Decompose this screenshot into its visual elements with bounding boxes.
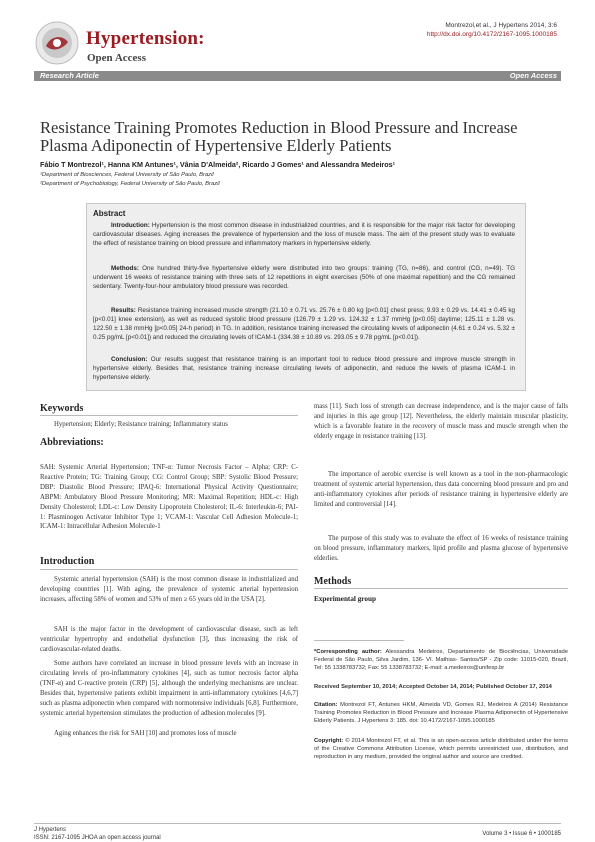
- abstract-results-text: Resistance training increased muscle strength (21.10 ± 0.71 vs. 25.76 ± 0.80 kg [p<0.01] chest press; 9.93 ± 0.29 vs. 14.41 ± 0.45 kg [p<0.01] knee extension), as well as reduced systolic blood pressure (126.79 ± 1.29 vs. 124.32 ± 1.37 mmHg [p<0.05] daytime; 125.11 ± 1.28 vs. 122.50 ± 1.38 mmHg [p<0.05] 24-h period) in TG. In addition, resistance training increased the circulating levels of adiponectin (4.61 ± 0.24 vs. 5.32 ± 0.25 pg/mL [p<0.01]) and reduced the circulating levels of ICAM-1 (334.38 ± 10.89 vs. 293.05 ± 9.78 pg/mL [p<0.01]).: [93, 307, 515, 341]
- abbreviations-text: SAH: Systemic Arterial Hypertension; TNF-α: Tumor Necrosis Factor – Alpha; CRP: C-Reactive Protein; TG: Training Group; CG: Control Group; SBP: Systolic Blood Pressure; DBP: Diastolic Blood Pressure; IPAQ-6: International Physical Activity Questionnaire; ABPM: Ambulatory Blood Pressure Monitoring; MR: Maximal Repetition; HDL-c: High Density Cholesterol; LDL-c: Low Density Lipoprotein Cholesterol; IL-6: Interleukin-6; PAI-1: Plasminogen Activator Inhibitor Type 1; VCAM-1: Vascular Cell Adhesion Molecule-1; ICAM-1: Intracellular Adhesion Molecule-1: [40, 464, 298, 531]
- footer-issn: ISSN: 2167-1095 JHOA an open access journal: [34, 835, 161, 841]
- author-list: Fábio T Montrezol¹, Hanna KM Antunes¹, Vânia D'Almeida², Ricardo J Gomes¹ and Alessandra Medeiros¹: [40, 160, 396, 169]
- article-type-label: Research Article: [40, 71, 99, 80]
- citation-text: Montrezol FT, Antunes HKM, Almeida VD, Gomes RJ, Medeiros A (2014) Resistance Training Promotes Reduction in Blood Pressure and Increase Plasma Adiponectin of Hypertensive Elderly Patients. J Hypertens 3: 185. doi: 10.4172/2167-1095.1000185: [314, 702, 568, 725]
- abstract-methods-label: Methods:: [111, 265, 139, 272]
- copyright-note: [314, 737, 568, 761]
- introduction-paragraph: Some authors have correlated an increase in blood pressure levels with an increase in circulating levels of pro-inflammatory cytokines [4], such as tumor necrosis factor alpha (TNF-α) and C-reactive protein (CRP) [5], although the underlying mechanisms are unclear. Besides that, hypertensive patients exhibit impairment in anti-inflammatory cytokines [4,6,7] such as plasma adiponectin when compared with normotensive individuals [6,8]. Furthermore, systemic arterial hypertension stimulates the production of adhesion molecules [9].: [40, 660, 298, 717]
- introduction-paragraph: SAH is the major factor in the development of cardiovascular disease, such as left ventricular hypertrophy and endothelial dysfunction [3], thus increasing the risk of cardiovascular-related deaths.: [40, 626, 298, 653]
- abstract-heading: Abstract: [93, 209, 126, 218]
- body-paragraph: The purpose of this study was to evaluate the effect of 16 weeks of resistance training on blood pressure, inflammatory markers, lipid profile and plasma glucose of hypertensive elderlies.: [314, 535, 568, 562]
- journal-logo: [34, 20, 80, 66]
- experimental-group-heading: Experimental group: [314, 595, 376, 603]
- corresponding-author-text: Alessandra Medeiros, Departamento de Biociências, Universidade Federal de São Paulo, Silva Jardim, 136- VI. Mathias- Santos/SP - Zip code: 11015-020, Brazil, Tel: 55 1338783732; Fax: 55 1338783732; E-mail: a.medeiros@unifesp.br: [314, 649, 568, 672]
- introduction-heading: Introduction: [40, 556, 95, 567]
- abstract-introduction: [93, 222, 515, 249]
- abstract-results-label: Results:: [111, 307, 136, 314]
- abstract-methods: [93, 265, 515, 292]
- methods-heading: Methods: [314, 576, 352, 587]
- section-divider: [314, 588, 568, 589]
- journal-subtitle: Open Access: [87, 52, 146, 64]
- introduction-paragraph: Aging enhances the risk for SAH [10] and promotes loss of muscle: [54, 730, 237, 737]
- abstract-conclusion: [93, 356, 515, 383]
- citation-note: [314, 701, 568, 725]
- footnote-divider: [314, 640, 404, 641]
- keywords-heading: Keywords: [40, 403, 84, 414]
- publication-dates: Received September 10, 2014; Accepted October 14, 2014; Published October 17, 2014: [314, 684, 552, 690]
- abstract-conclusion-label: Conclusion:: [111, 356, 148, 363]
- section-divider: [40, 569, 298, 570]
- article-type-bar: [34, 71, 561, 81]
- citation-label: Citation:: [314, 702, 338, 708]
- abstract-results: [93, 307, 515, 343]
- corresponding-author-label: *Corresponding author:: [314, 649, 382, 655]
- introduction-paragraph: Systemic arterial hypertension (SAH) is the most common disease in industrialized and developing countries [1]. With aging, the prevalence of systemic arterial hypertension increases, affecting 58% of women and 53% of men ≥ 65 years old in the USA [2].: [40, 576, 298, 603]
- body-paragraph: mass [11]. Such loss of strength can decrease independence, and is the major cause of falls and injuries in this age group [12]. Nevertheless, the elderly maintain muscular plasticity, which is a favorable feature in the recovery of muscle mass and muscle strength when the elderly engage in resistance training [13].: [314, 403, 568, 440]
- abstract-conclusion-text: Our results suggest that resistance training is an important tool to reduce blood pressure and improve muscle strength in hypertensive elderly. Besides that, resistance training increase circulating levels of adiponectin, and reduce the levels of plasma ICAM-1 in hypertensive elderly.: [93, 356, 515, 381]
- abstract-methods-text: One hundred thirty-five hypertensive elderly were distributed into two groups: training (TG, n=86), and control (CG, n=49). TG underwent 16 weeks of resistance training with three sets of 12 repetitions in eight exercises (50% of one maximal repetition) and the CG remained sedentary. Twenty-four-hour ambulatory blood pressure was recorded.: [93, 265, 515, 290]
- keywords-text: Hypertension; Elderly; Resistance training; Inflammatory status: [54, 421, 228, 428]
- abstract-intro-text: Hypertension is the most common disease in industrialized countries, and it is responsible for the major risk factor for developing cardiovascular diseases. Aging increases the prevalence of hypertension and the loss of muscle mass. The aim of the present study was to evaluate the effect of resistance training on blood pressure and inflammatory markers in hypertensive elderly.: [93, 222, 516, 247]
- citation-header: Montrezol,et al., J Hypertens 2014, 3:6: [445, 22, 557, 29]
- footer-divider: [34, 823, 561, 824]
- copyright-label: Copyright:: [314, 738, 344, 744]
- abbreviations-heading: Abbreviations:: [40, 437, 104, 448]
- doi-link[interactable]: http://dx.doi.org/10.4172/2167-1095.1000185: [426, 31, 557, 38]
- abstract-intro-label: Introduction:: [111, 222, 150, 229]
- section-divider: [40, 415, 298, 416]
- open-access-label: Open Access: [509, 71, 557, 80]
- affiliation-1: ¹Department of Biosciences, Federal University of São Paulo, Brazil: [40, 172, 214, 178]
- footer-volume: Volume 3 • Issue 6 • 1000185: [482, 831, 561, 837]
- footer-journal: J Hypertens: [34, 827, 67, 833]
- copyright-text: © 2014 Montrezol FT, et al. This is an open-access article distributed under the terms of the Creative Commons Attribution License, which permits unrestricted use, distribution, and reproduction in any medium, provided the original author and source are credited.: [314, 738, 568, 761]
- corresponding-author-note: [314, 648, 568, 672]
- journal-name: Hypertension:: [86, 28, 205, 49]
- affiliation-2: ²Department of Psychobiology, Federal University of São Paulo, Brazil: [40, 181, 220, 187]
- article-title: Resistance Training Promotes Reduction in Blood Pressure and Increase Plasma Adiponectin of Hypertensive Elderly Patients: [40, 118, 518, 155]
- body-paragraph: The importance of aerobic exercise is well known as a tool in the non-pharmacologic treatment of systemic arterial hypertension, thus data concerning blood pressure and pro and anti-inflammatory cytokines after periods of resistance training in hypertensive elderly are limited and controversial [14].: [314, 471, 568, 508]
